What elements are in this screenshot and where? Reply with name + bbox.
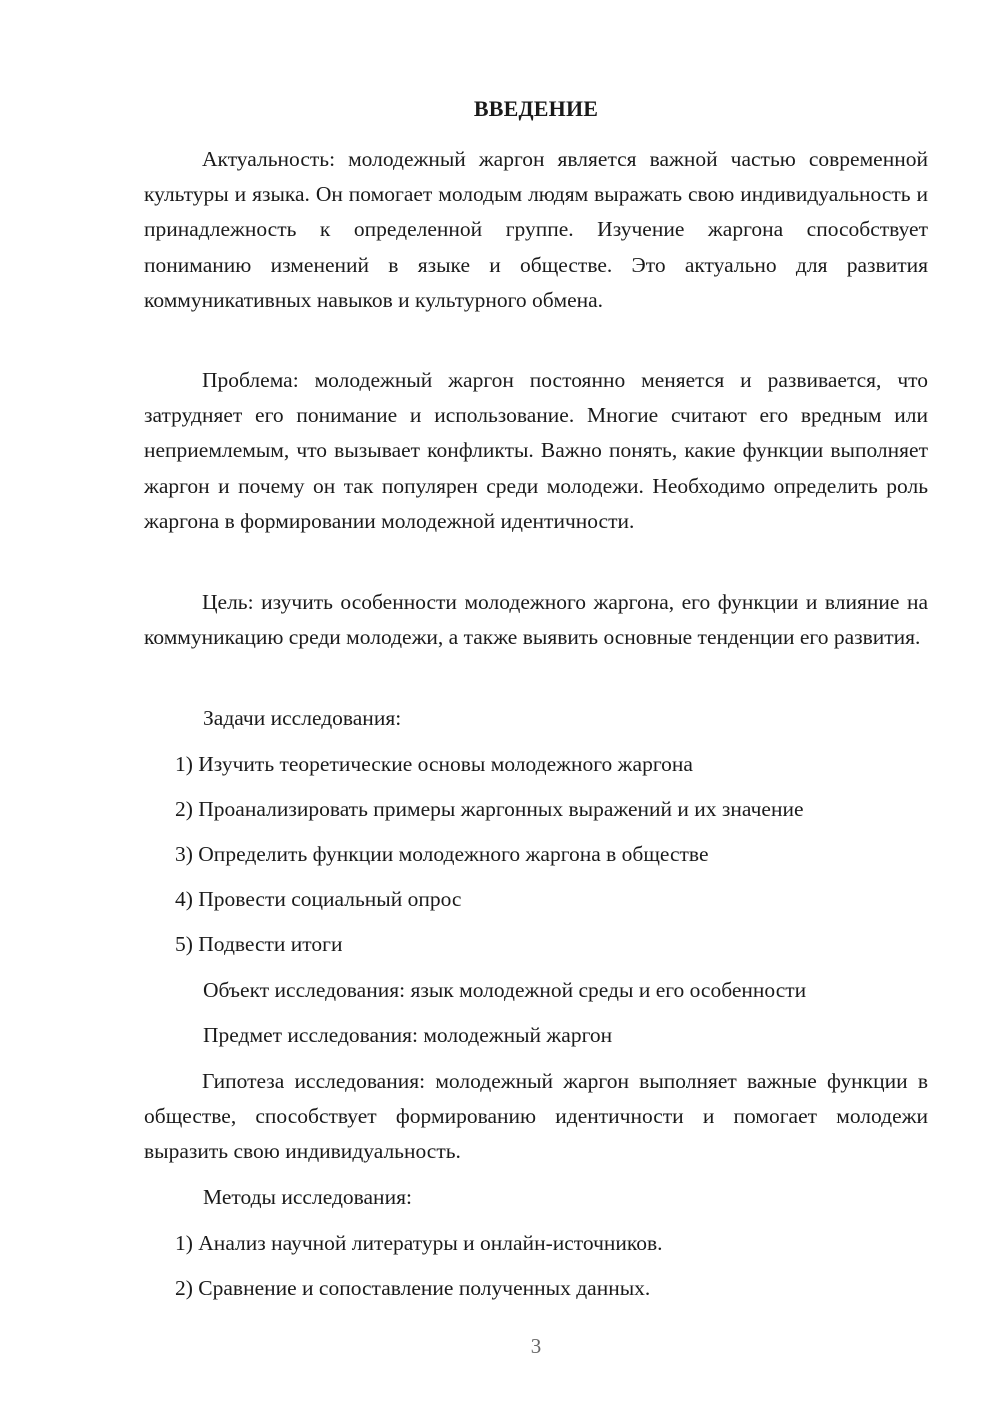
task-item: 5) Подвести итоги (175, 932, 343, 956)
methods-heading: Методы исследования: (203, 1185, 412, 1209)
relevance-paragraph: Актуальность: молодежный жаргон является важной частью современной культуры и языка. Он помогает молодым людям выражать свою индивидуальность и принадлежность к определенной группе. Изучение жаргона способствует пониманию изменений в языке и обществе. Это актуально для развития коммуникативных навыков и культурного обмена. (144, 147, 928, 312)
method-item: 1) Анализ научной литературы и онлайн-источников. (175, 1231, 663, 1255)
method-item: 2) Сравнение и сопоставление полученных данных. (175, 1276, 651, 1300)
goal-paragraph: Цель: изучить особенности молодежного жаргона, его функции и влияние на коммуникацию среди молодежи, а также выявить основные тенденции его развития. (144, 590, 928, 650)
object-line: Объект исследования: язык молодежной среды и его особенности (203, 978, 807, 1002)
task-item: 1) Изучить теоретические основы молодежного жаргона (175, 752, 693, 776)
problem-paragraph: Проблема: молодежный жаргон постоянно меняется и развивается, что затрудняет его понимание и использование. Многие считают его вредным или неприемлемым, что вызывает конфликты. Важно понять, какие функции выполняет жаргон и почему он так популярен среди молодежи. Необходимо определить роль жаргона в формировании молодежной идентичности. (144, 368, 928, 533)
task-item: 4) Провести социальный опрос (175, 887, 462, 911)
tasks-heading: Задачи исследования: (203, 706, 402, 730)
task-item: 3) Определить функции молодежного жаргона в обществе (175, 842, 709, 866)
page-number: 3 (530, 1334, 542, 1358)
hypothesis-paragraph: Гипотеза исследования: молодежный жаргон выполняет важные функции в обществе, способствует формированию идентичности и помогает молодежи выразить свою индивидуальность. (144, 1069, 928, 1164)
section-title: ВВЕДЕНИЕ (473, 96, 599, 121)
task-item: 2) Проанализировать примеры жаргонных выражений и их значение (175, 797, 804, 821)
subject-line: Предмет исследования: молодежный жаргон (203, 1023, 613, 1047)
